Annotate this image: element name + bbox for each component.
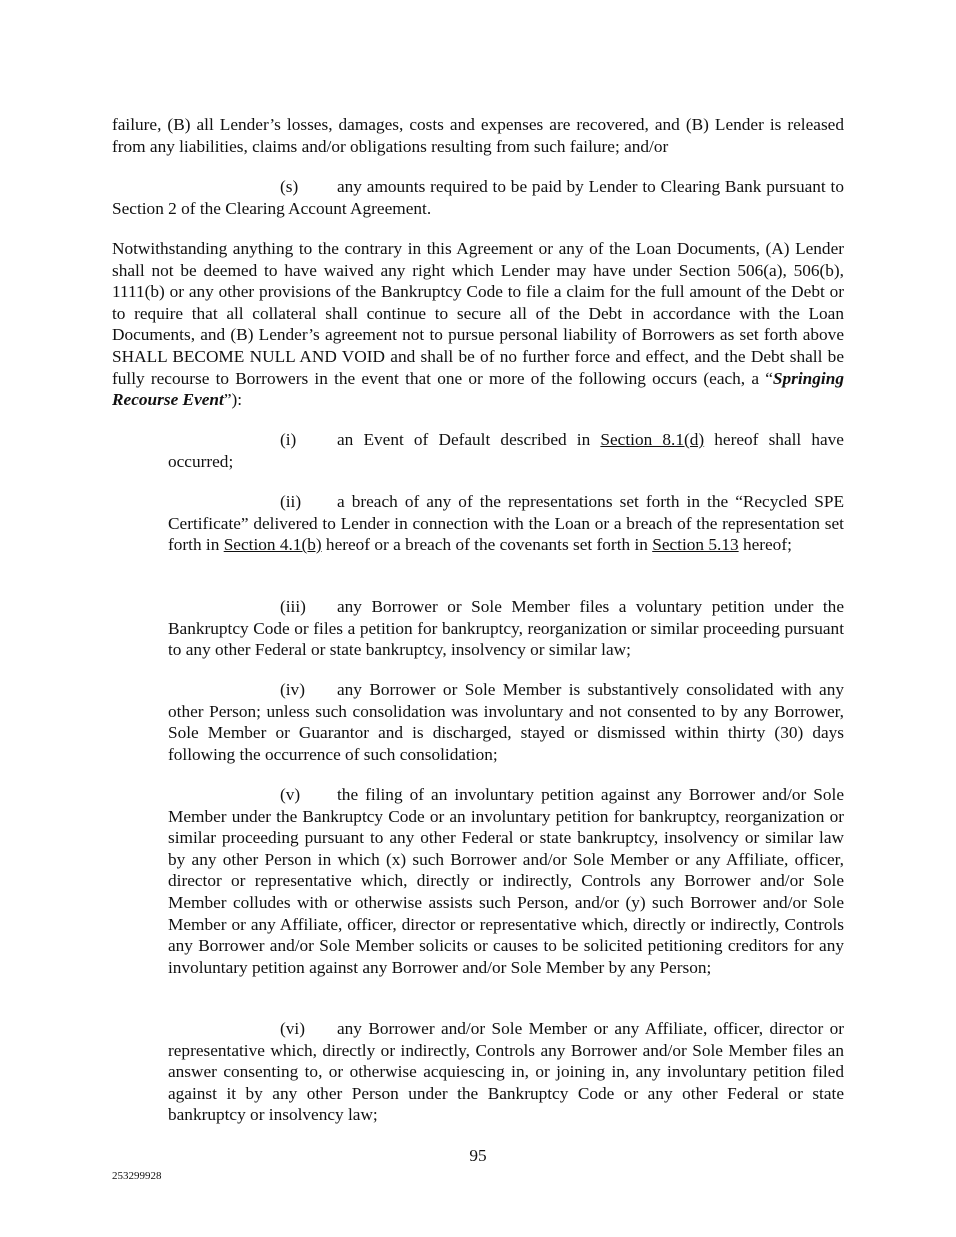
item-number: (iii) [280,597,306,616]
paragraph-s [112,176,844,219]
list-item-ii: (ii) a breach of any of the representations set forth in the “Recycled SPE Certificate” delivered to Lender in connection with the Loan or a breach of the representation set forth in Section 4.1(b) hereof or a breach of the covenants set forth in Section 5.13 hereof; [168,492,844,555]
item-number: (vi) [280,1019,305,1038]
defined-term: Springing Recourse Event [112,368,844,410]
list-item-iii: (iii) any Borrower or Sole Member files a voluntary petition under the Bankruptcy Code or files a petition for bankruptcy, reorganization or similar proceeding pursuant to any other Federal or state bankruptcy, insolvency or similar law; [168,597,844,660]
item-number: (v) [280,785,301,804]
document-id: 253299928 [112,1170,162,1182]
section-reference-link[interactable]: Section 5.13 [652,535,739,555]
list-item-vi: (vi) any Borrower and/or Sole Member or any Affiliate, officer, director or representative which, directly or indirectly, Controls any Borrower and/or Sole Member files an answer consenting to, or otherwise acquiescing in, or joining in, any involuntary petition filed against it by any other Person under the Bankruptcy Code or any other Federal or state bankruptcy or insolvency law; [168,1019,844,1125]
section-reference-link[interactable]: Section 4.1(b) [223,535,322,555]
notwithstanding-paragraph: Notwithstanding anything to the contrary in this Agreement or any of the Loan Documents, (A) Lender shall not be deemed to have waived any right which Lender may have under Section 506(a), 506(b), 1111(b) or any other provisions of the Bankruptcy Code to file a claim for the full amount of the Debt or to require that all collateral shall continue to secure all of the Debt in accordance with the Loan Documents, and (B) Lender’s agreement not to pursue personal liability of Borrowers as set forth above SHALL BECOME NULL AND VOID and shall be of no further force and effect, and the Debt shall be fully recourse to Borrowers in the event that one or more of the following occurs (each, a “Springing Recourse Event”): [112,239,844,410]
item-text: any amounts required to be paid by Lender to Clearing Bank pursuant to Section 2 of the Clearing Account Agreement. [112,177,844,218]
list-item-i: (i) an Event of Default described in Section 8.1(d) hereof shall have occurred; [168,430,844,471]
list-item-iv: (iv) any Borrower or Sole Member is substantively consolidated with any other Person; unless such consolidation was involuntary and not consented to by any Borrower, Sole Member or Guarantor and is discharged, stayed or dismissed within thirty (30) days following the occurrence of such consolidation; [168,680,844,764]
item-number: (ii) [280,492,302,511]
item-number: (iv) [280,680,305,699]
section-reference-link[interactable]: Section 8.1(d) [600,430,705,449]
item-number: (i) [280,430,297,449]
item-number: (s) [280,177,299,196]
page-number: 95 [469,1146,487,1165]
paragraph-r-continuation: failure, (B) all Lender’s losses, damages, costs and expenses are recovered, and (B) Lender is released from any liabilities, claims and/or obligations resulting from such failure; and/or [112,115,844,156]
list-item-v: (v) the filing of an involuntary petition against any Borrower and/or Sole Member under the Bankruptcy Code or an involuntary petition for bankruptcy, reorganization or similar proceeding pursuant to any other Federal or state bankruptcy, insolvency or similar law by any other Person in which (x) such Borrower and/or Sole Member or any Affiliate, officer, director or representative which, directly or indirectly, Controls any Borrower and/or Sole Member colludes with or otherwise assists such Person, and/or (y) such Borrower and/or Sole Member or any Affiliate, officer, director or representative which, directly or indirectly, Controls any Borrower and/or Sole Member solicits or causes to be solicited petitioning creditors for any involuntary petition against any Borrower and/or Sole Member by any Person; [168,785,844,977]
